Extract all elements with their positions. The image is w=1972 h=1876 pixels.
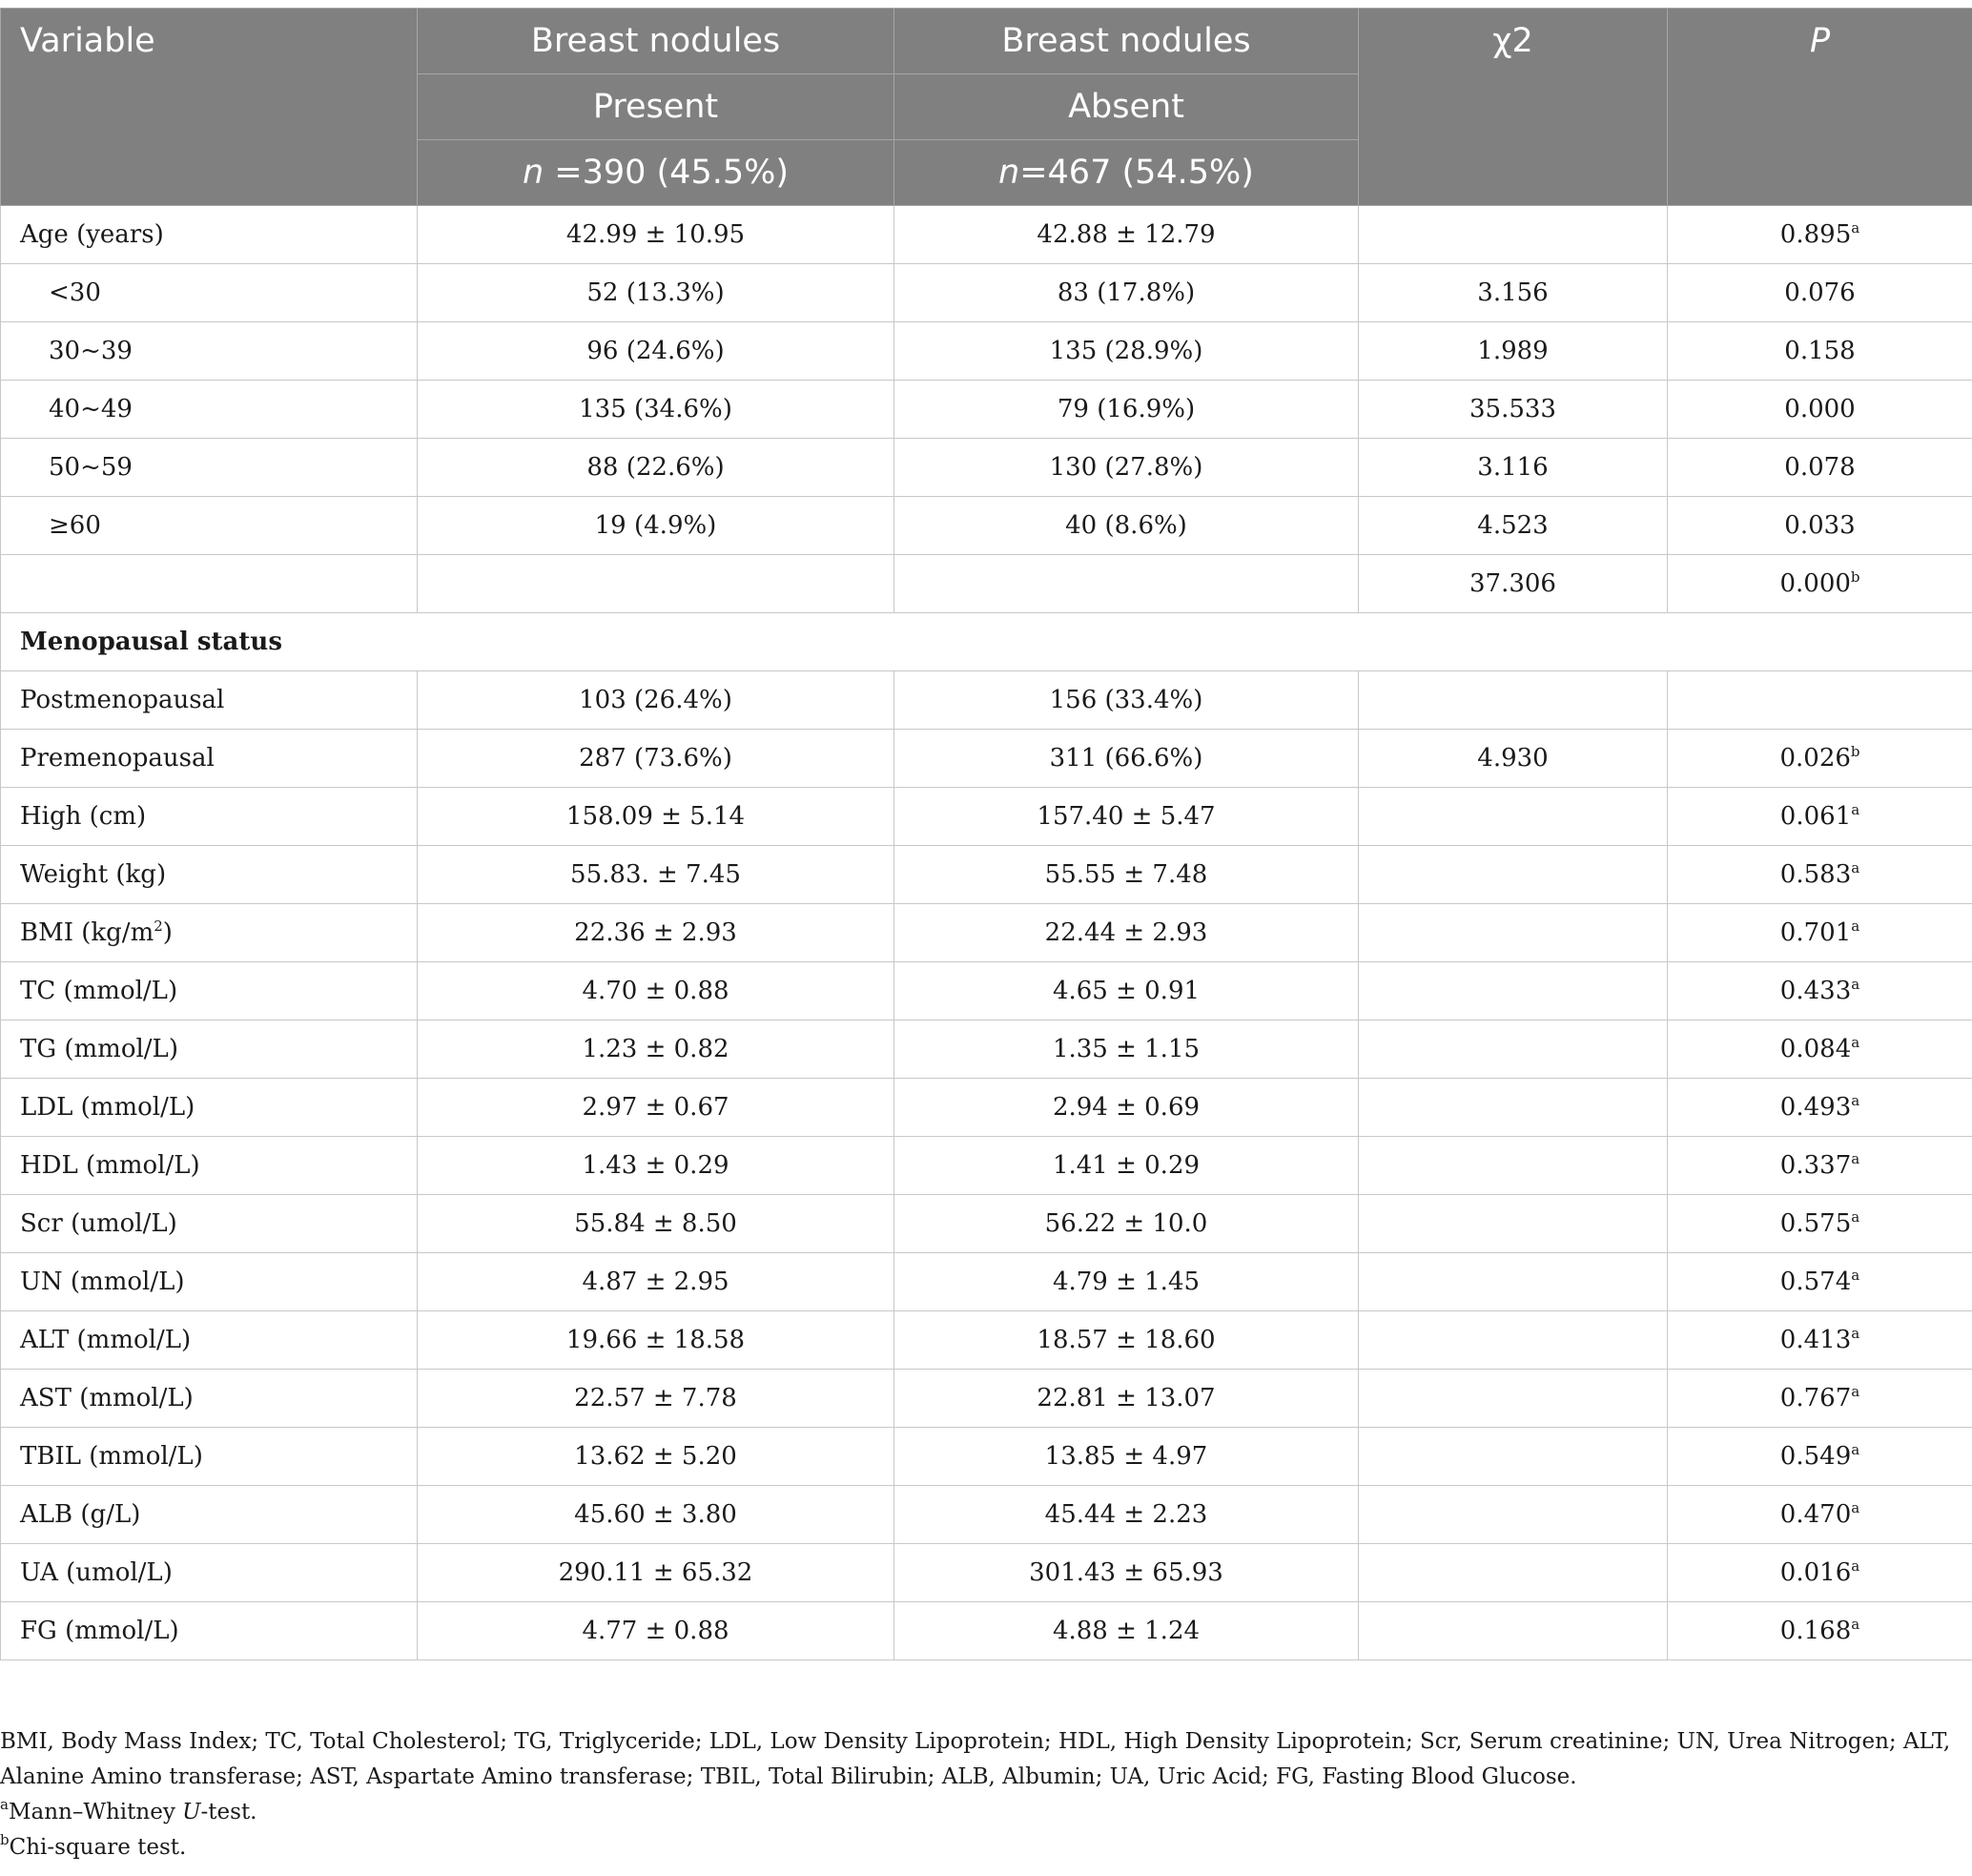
p-value bbox=[1668, 671, 1972, 730]
chi2-value bbox=[1359, 1195, 1668, 1253]
p-value-footnote-mark: a bbox=[1851, 859, 1860, 876]
variable-label: UA (umol/L) bbox=[1, 1544, 418, 1602]
p-value-text: 0.000 bbox=[1784, 395, 1856, 423]
variable-label: ALT (mmol/L) bbox=[1, 1311, 418, 1370]
p-value bbox=[1668, 846, 1972, 904]
p-value-text: 0.061 bbox=[1779, 802, 1852, 831]
present-value: 158.09 ± 5.14 bbox=[418, 788, 894, 846]
p-value bbox=[1668, 1311, 1972, 1370]
table-row bbox=[1, 1311, 1972, 1370]
present-value: 135 (34.6%) bbox=[418, 381, 894, 439]
table-row bbox=[1, 1079, 1972, 1137]
p-value-text: 0.413 bbox=[1779, 1326, 1852, 1354]
present-value: 19.66 ± 18.58 bbox=[418, 1311, 894, 1370]
absent-value: 130 (27.8%) bbox=[894, 439, 1359, 497]
table-body bbox=[1, 206, 1972, 1660]
absent-value: 157.40 ± 5.47 bbox=[894, 788, 1359, 846]
absent-value: 45.44 ± 2.23 bbox=[894, 1486, 1359, 1544]
p-value-footnote-mark: a bbox=[1851, 1325, 1860, 1342]
present-value: 22.36 ± 2.93 bbox=[418, 904, 894, 962]
variable-label: TBIL (mmol/L) bbox=[1, 1428, 418, 1486]
present-value: 2.97 ± 0.67 bbox=[418, 1079, 894, 1137]
p-value-text: 0.549 bbox=[1779, 1442, 1852, 1471]
present-value: 4.87 ± 2.95 bbox=[418, 1253, 894, 1311]
chi2-value bbox=[1359, 206, 1668, 264]
p-value bbox=[1668, 1428, 1972, 1486]
p-value-text: 0.470 bbox=[1779, 1500, 1852, 1529]
p-value bbox=[1668, 1079, 1972, 1137]
chi2-value bbox=[1359, 788, 1668, 846]
footnote-b bbox=[0, 1830, 1964, 1866]
present-value: 1.43 ± 0.29 bbox=[418, 1137, 894, 1195]
chi2-value: 4.930 bbox=[1359, 730, 1668, 788]
absent-value bbox=[894, 555, 1359, 613]
present-value: 103 (26.4%) bbox=[418, 671, 894, 730]
variable-label: Age (years) bbox=[1, 206, 418, 264]
p-value-footnote-mark: a bbox=[1851, 1557, 1860, 1575]
header-p-text: P bbox=[1809, 22, 1831, 60]
p-value-text: 0.078 bbox=[1784, 453, 1856, 482]
chi2-value bbox=[1359, 1486, 1668, 1544]
chi2-value bbox=[1359, 962, 1668, 1020]
absent-value: 13.85 ± 4.97 bbox=[894, 1428, 1359, 1486]
chi2-value bbox=[1359, 1253, 1668, 1311]
absent-value: 55.55 ± 7.48 bbox=[894, 846, 1359, 904]
p-value-text: 0.701 bbox=[1779, 918, 1852, 947]
table-row bbox=[1, 671, 1972, 730]
chi2-value bbox=[1359, 1370, 1668, 1428]
chi2-value bbox=[1359, 1428, 1668, 1486]
p-value bbox=[1668, 730, 1972, 788]
absent-value: 79 (16.9%) bbox=[894, 381, 1359, 439]
table-row bbox=[1, 1020, 1972, 1079]
p-value-footnote-mark: a bbox=[1851, 1267, 1860, 1284]
chi2-value bbox=[1359, 1137, 1668, 1195]
p-value-footnote-mark: a bbox=[1851, 917, 1860, 935]
p-value-footnote-mark: a bbox=[1851, 976, 1860, 993]
table-row bbox=[1, 206, 1972, 264]
p-value bbox=[1668, 1370, 1972, 1428]
p-value bbox=[1668, 206, 1972, 264]
present-value: 42.99 ± 10.95 bbox=[418, 206, 894, 264]
absent-value: 135 (28.9%) bbox=[894, 322, 1359, 381]
p-value bbox=[1668, 439, 1972, 497]
table-row bbox=[1, 613, 1972, 671]
header-absent-group: Breast nodules bbox=[894, 9, 1359, 74]
p-value-footnote-mark: a bbox=[1851, 1383, 1860, 1400]
table-row bbox=[1, 962, 1972, 1020]
p-value-text: 0.575 bbox=[1779, 1209, 1852, 1238]
variable-label: FG (mmol/L) bbox=[1, 1602, 418, 1660]
absent-value: 22.81 ± 13.07 bbox=[894, 1370, 1359, 1428]
variable-label: TG (mmol/L) bbox=[1, 1020, 418, 1079]
header-variable: Variable bbox=[1, 9, 418, 206]
header-present-n bbox=[418, 140, 894, 206]
variable-label: Weight (kg) bbox=[1, 846, 418, 904]
header-absent-n bbox=[894, 140, 1359, 206]
p-value-text: 0.574 bbox=[1779, 1268, 1852, 1296]
present-value: 52 (13.3%) bbox=[418, 264, 894, 322]
absent-value: 83 (17.8%) bbox=[894, 264, 1359, 322]
variable-label: ≥60 bbox=[1, 497, 418, 555]
p-value bbox=[1668, 1253, 1972, 1311]
p-value-text: 0.084 bbox=[1779, 1035, 1852, 1063]
variable-label: AST (mmol/L) bbox=[1, 1370, 418, 1428]
present-value: 96 (24.6%) bbox=[418, 322, 894, 381]
table-row bbox=[1, 1428, 1972, 1486]
p-value-text: 0.337 bbox=[1779, 1151, 1852, 1180]
variable-label: 40~49 bbox=[1, 381, 418, 439]
variable-label bbox=[1, 904, 418, 962]
p-value bbox=[1668, 264, 1972, 322]
table-row bbox=[1, 439, 1972, 497]
absent-value: 156 (33.4%) bbox=[894, 671, 1359, 730]
characteristics-table bbox=[0, 8, 1972, 1660]
p-value-text: 0.158 bbox=[1784, 337, 1856, 365]
p-value bbox=[1668, 1486, 1972, 1544]
table-row bbox=[1, 1253, 1972, 1311]
variable-label: High (cm) bbox=[1, 788, 418, 846]
footnote-abbreviations: BMI, Body Mass Index; TC, Total Cholesterol; TG, Triglyceride; LDL, Low Density Lipoprotein; HDL, High Density Lipoprotein; Scr, Serum creatinine; UN, Urea Nitrogen; ALT, Alanine Amino transferase; AST, Aspartate Amino transferase; TBIL, Total Bilirubin; ALB, Albumin; UA, Uric Acid; FG, Fasting Blood Glucose. bbox=[0, 1729, 1951, 1789]
p-value bbox=[1668, 1544, 1972, 1602]
p-value bbox=[1668, 322, 1972, 381]
footnote-a bbox=[0, 1795, 1964, 1830]
section-heading: Menopausal status bbox=[1, 613, 1972, 671]
header-chi2: χ2 bbox=[1359, 9, 1668, 206]
variable-label: Premenopausal bbox=[1, 730, 418, 788]
p-value-text: 0.016 bbox=[1779, 1558, 1852, 1587]
absent-value: 1.35 ± 1.15 bbox=[894, 1020, 1359, 1079]
table-row bbox=[1, 381, 1972, 439]
p-value-footnote-mark: a bbox=[1851, 1034, 1860, 1051]
p-value bbox=[1668, 1602, 1972, 1660]
table-row bbox=[1, 1137, 1972, 1195]
variable-label: UN (mmol/L) bbox=[1, 1253, 418, 1311]
chi2-value bbox=[1359, 1020, 1668, 1079]
absent-value: 4.65 ± 0.91 bbox=[894, 962, 1359, 1020]
p-value-text: 0.583 bbox=[1779, 860, 1852, 889]
p-value-text: 0.168 bbox=[1779, 1617, 1852, 1645]
header-p bbox=[1668, 9, 1972, 206]
p-value-footnote-mark: a bbox=[1851, 1150, 1860, 1167]
absent-value: 4.88 ± 1.24 bbox=[894, 1602, 1359, 1660]
absent-value: 18.57 ± 18.60 bbox=[894, 1311, 1359, 1370]
variable-label: Scr (umol/L) bbox=[1, 1195, 418, 1253]
present-value: 290.11 ± 65.32 bbox=[418, 1544, 894, 1602]
p-value bbox=[1668, 381, 1972, 439]
header-absent-n-value: =467 (54.5%) bbox=[1019, 154, 1254, 192]
p-value bbox=[1668, 788, 1972, 846]
present-value: 55.83. ± 7.45 bbox=[418, 846, 894, 904]
table-row bbox=[1, 730, 1972, 788]
present-value: 4.70 ± 0.88 bbox=[418, 962, 894, 1020]
p-value-text: 0.033 bbox=[1784, 511, 1856, 540]
chi2-value bbox=[1359, 904, 1668, 962]
chi2-value bbox=[1359, 1079, 1668, 1137]
chi2-value: 4.523 bbox=[1359, 497, 1668, 555]
p-value-footnote-mark: a bbox=[1851, 1441, 1860, 1458]
p-value bbox=[1668, 962, 1972, 1020]
p-value-text: 0.026 bbox=[1779, 744, 1851, 773]
present-value: 287 (73.6%) bbox=[418, 730, 894, 788]
variable-label-tail: ) bbox=[162, 918, 173, 947]
header-present-group: Breast nodules bbox=[418, 9, 894, 74]
variable-label: 30~39 bbox=[1, 322, 418, 381]
footnotes bbox=[0, 1724, 1964, 1866]
variable-label: LDL (mmol/L) bbox=[1, 1079, 418, 1137]
table-row bbox=[1, 497, 1972, 555]
chi2-value: 3.116 bbox=[1359, 439, 1668, 497]
variable-label-text: BMI (kg/m bbox=[20, 918, 154, 947]
p-value bbox=[1668, 1137, 1972, 1195]
header-present-n-value: =390 (45.5%) bbox=[544, 154, 790, 192]
variable-label: HDL (mmol/L) bbox=[1, 1137, 418, 1195]
chi2-value bbox=[1359, 1311, 1668, 1370]
chi2-value bbox=[1359, 1544, 1668, 1602]
footnote-b-mark: b bbox=[0, 1831, 10, 1848]
p-value-text: 0.493 bbox=[1779, 1093, 1852, 1122]
variable-label bbox=[1, 555, 418, 613]
table-row bbox=[1, 1486, 1972, 1544]
p-value-footnote-mark: a bbox=[1851, 1616, 1860, 1633]
header-absent-n-var: n bbox=[998, 154, 1020, 192]
p-value-footnote-mark: b bbox=[1850, 743, 1860, 760]
absent-value: 40 (8.6%) bbox=[894, 497, 1359, 555]
present-value: 1.23 ± 0.82 bbox=[418, 1020, 894, 1079]
table-row bbox=[1, 322, 1972, 381]
present-value bbox=[418, 555, 894, 613]
table-row bbox=[1, 555, 1972, 613]
variable-label: Postmenopausal bbox=[1, 671, 418, 730]
variable-label: TC (mmol/L) bbox=[1, 962, 418, 1020]
present-value: 88 (22.6%) bbox=[418, 439, 894, 497]
p-value bbox=[1668, 904, 1972, 962]
footnote-a-text-post: -test. bbox=[200, 1800, 257, 1824]
p-value-footnote-mark: a bbox=[1851, 801, 1860, 818]
table-row bbox=[1, 788, 1972, 846]
p-value bbox=[1668, 1195, 1972, 1253]
absent-value: 56.22 ± 10.0 bbox=[894, 1195, 1359, 1253]
header-absent-status: Absent bbox=[894, 74, 1359, 140]
table-row bbox=[1, 846, 1972, 904]
table-row bbox=[1, 1602, 1972, 1660]
table-container bbox=[0, 8, 1972, 1660]
variable-label: 50~59 bbox=[1, 439, 418, 497]
absent-value: 4.79 ± 1.45 bbox=[894, 1253, 1359, 1311]
present-value: 45.60 ± 3.80 bbox=[418, 1486, 894, 1544]
present-value: 4.77 ± 0.88 bbox=[418, 1602, 894, 1660]
footnote-b-text: Chi-square test. bbox=[9, 1835, 187, 1860]
chi2-value bbox=[1359, 1602, 1668, 1660]
footnote-a-text-pre: Mann–Whitney bbox=[8, 1800, 183, 1824]
p-value-text: 0.000 bbox=[1779, 569, 1851, 598]
p-value-text: 0.895 bbox=[1779, 220, 1852, 249]
header-present-n-var: n bbox=[522, 154, 544, 192]
p-value bbox=[1668, 1020, 1972, 1079]
table-row bbox=[1, 1195, 1972, 1253]
p-value-footnote-mark: a bbox=[1851, 1499, 1860, 1516]
chi2-value: 37.306 bbox=[1359, 555, 1668, 613]
p-value bbox=[1668, 555, 1972, 613]
p-value-footnote-mark: a bbox=[1851, 1092, 1860, 1109]
table-row bbox=[1, 1544, 1972, 1602]
p-value-footnote-mark: a bbox=[1851, 219, 1860, 237]
footnote-a-text-italic: U bbox=[182, 1800, 201, 1824]
variable-label-superscript: 2 bbox=[154, 917, 163, 935]
chi2-value: 3.156 bbox=[1359, 264, 1668, 322]
table-row bbox=[1, 904, 1972, 962]
present-value: 13.62 ± 5.20 bbox=[418, 1428, 894, 1486]
absent-value: 22.44 ± 2.93 bbox=[894, 904, 1359, 962]
footnote-a-mark: a bbox=[0, 1796, 9, 1813]
p-value-footnote-mark: a bbox=[1851, 1208, 1860, 1226]
table-header bbox=[1, 9, 1972, 206]
variable-label: <30 bbox=[1, 264, 418, 322]
p-value-text: 0.433 bbox=[1779, 977, 1852, 1005]
p-value bbox=[1668, 497, 1972, 555]
chi2-value bbox=[1359, 671, 1668, 730]
present-value: 55.84 ± 8.50 bbox=[418, 1195, 894, 1253]
p-value-footnote-mark: b bbox=[1850, 568, 1860, 586]
p-value-text: 0.767 bbox=[1779, 1384, 1852, 1412]
p-value-text: 0.076 bbox=[1784, 278, 1856, 307]
absent-value: 42.88 ± 12.79 bbox=[894, 206, 1359, 264]
present-value: 22.57 ± 7.78 bbox=[418, 1370, 894, 1428]
present-value: 19 (4.9%) bbox=[418, 497, 894, 555]
absent-value: 2.94 ± 0.69 bbox=[894, 1079, 1359, 1137]
header-present-status: Present bbox=[418, 74, 894, 140]
chi2-value: 35.533 bbox=[1359, 381, 1668, 439]
absent-value: 301.43 ± 65.93 bbox=[894, 1544, 1359, 1602]
chi2-value: 1.989 bbox=[1359, 322, 1668, 381]
table-row bbox=[1, 264, 1972, 322]
absent-value: 1.41 ± 0.29 bbox=[894, 1137, 1359, 1195]
chi2-value bbox=[1359, 846, 1668, 904]
absent-value: 311 (66.6%) bbox=[894, 730, 1359, 788]
variable-label: ALB (g/L) bbox=[1, 1486, 418, 1544]
table-row bbox=[1, 1370, 1972, 1428]
